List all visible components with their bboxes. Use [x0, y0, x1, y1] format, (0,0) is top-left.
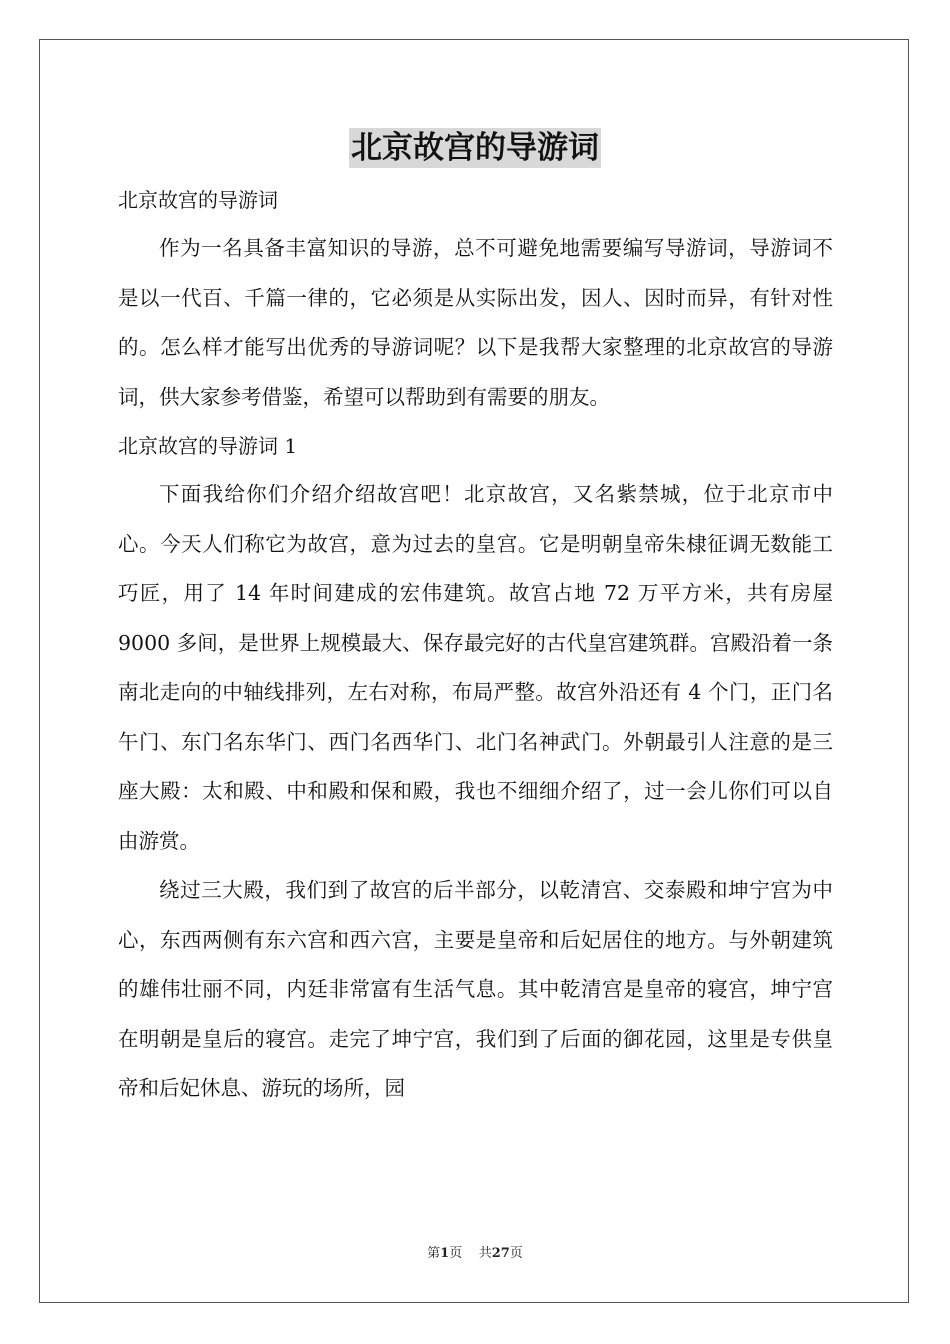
total-prefix: 共 — [478, 1246, 492, 1261]
page-suffix: 页 — [449, 1246, 463, 1261]
document-title: 北京故宫的导游词 — [351, 130, 599, 166]
intro-paragraph: 作为一名具备丰富知识的导游，总不可避免地需要编写导游词，导游词不是以一代百、千篇一律的，它必须是从实际出发，因人、因时而异，有针对性的。怎么样才能写出优秀的导游词呢？以下是我帮大家整理的北京故宫的导游词，供大家参考借鉴，希望可以帮助到有需要的朋友。 — [118, 236, 833, 409]
page-prefix: 第 — [427, 1246, 441, 1261]
section1-paragraph-2: 绕过三大殿，我们到了故宫的后半部分，以乾清宫、交泰殿和坤宁宫为中心，东西两侧有东六宫和西六宫，主要是皇帝和后妃居住的地方。与外朝建筑的雄伟壮丽不同，内廷非常富有生活气息。其中乾清宫是皇帝的寝宫，坤宁宫在明朝是皇后的寝宫。走完了坤宁宫，我们到了后面的御花园，这里是专供皇帝和后妃休息、游玩的场所，园 — [118, 878, 833, 1100]
page-number: 1 — [440, 1246, 450, 1261]
document-subtitle: 北京故宫的导游词 — [118, 188, 278, 212]
section1-paragraph-1: 下面我给你们介绍介绍故宫吧！北京故宫，又名紫禁城，位于北京市中心。今天人们称它为故宫，意为过去的皇宫。它是明朝皇帝朱棣征调无数能工巧匠，用了 14 年时间建成的宏伟建筑。故宫占地 72 万平方米，共有房屋 9000 多间，是世界上规模最大、保存最完好的古代皇宫建筑群。宫殿沿着一条南北走向的中轴线排列，左右对称，布局严整。故宫外沿还有 4 个门，正门名午门、东门名东华门、西门名西华门、北门名神武门。外朝最引人注意的是三座大殿：太和殿、中和殿和保和殿，我也不细细介绍了，过一会儿你们可以自由游赏。 — [118, 482, 833, 853]
page-footer — [0, 1245, 950, 1263]
title-container — [0, 128, 950, 168]
section-heading-1: 北京故宫的导游词 1 — [118, 434, 298, 458]
total-suffix: 页 — [509, 1246, 523, 1261]
total-pages: 27 — [491, 1246, 510, 1261]
document-body — [118, 176, 833, 1114]
